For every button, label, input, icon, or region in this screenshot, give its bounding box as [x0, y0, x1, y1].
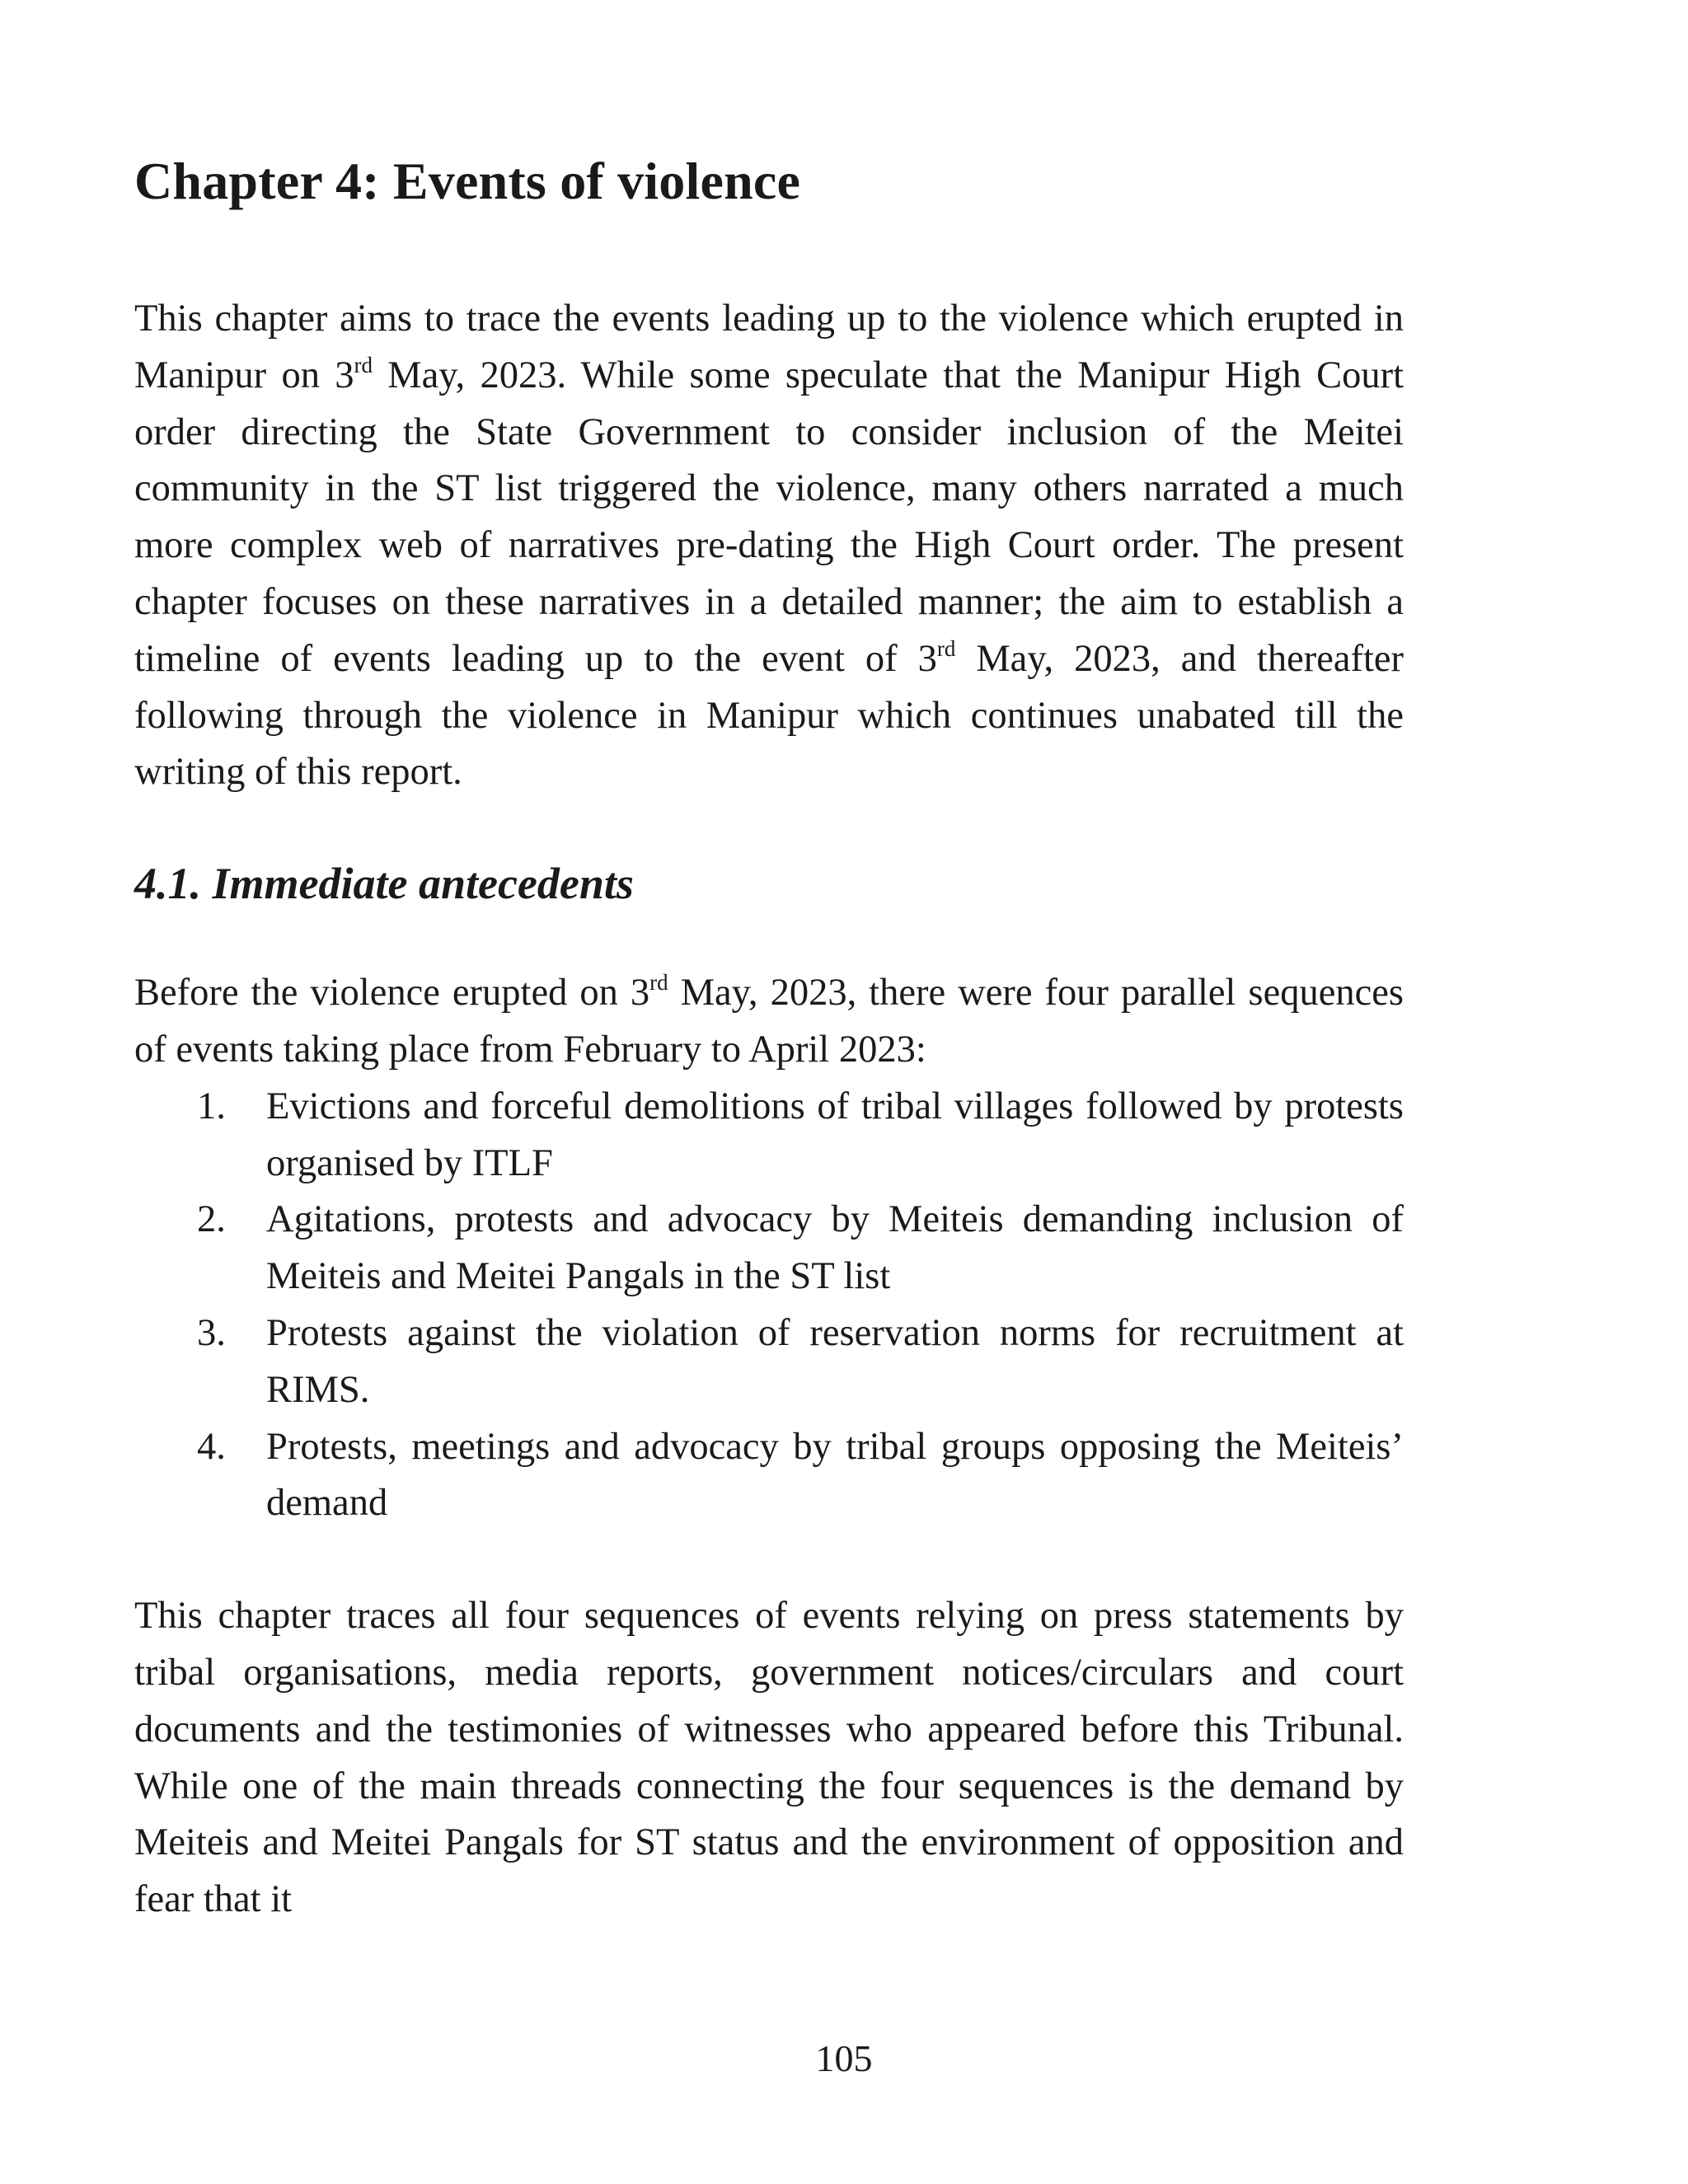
list-item	[134, 1079, 1404, 1193]
list-item	[134, 1419, 1404, 1533]
intro-text-1: This chapter aims to trace the events leading up to the violence which erupted in Manipur on 3	[134, 298, 1404, 396]
list-item-number: 4.	[197, 1425, 226, 1468]
intro-superscript-1: rd	[354, 352, 373, 377]
page-content	[134, 147, 1404, 1929]
page-number: 105	[815, 2037, 873, 2079]
list-item-number: 3.	[197, 1311, 226, 1354]
traces-paragraph: This chapter traces all four sequences of events relying on press statements by tribal organisations, media reports, government notices/circulars and court documents and the testimonies of witnesses who appeared before this Tribunal. While one of the main threads connecting the four sequences is the demand by Meiteis and Meitei Pangals for ST status and the environment of opposition and fear that it	[134, 1595, 1404, 1921]
intro-text-2: May, 2023. While some speculate that the Manipur High Court order directing the State Government to consider inclusion of the Meitei community in the ST list triggered the violence, many others narrated a much more complex web of narratives pre-dating the High Court order. The present chapter focuses on these narratives in a detailed manner; the aim to establish a timeline of events leading up to the event of 3	[134, 354, 1404, 680]
before-paragraph	[134, 965, 1404, 1079]
chapter-title: Chapter 4: Events of violence	[134, 152, 801, 210]
list-item-number: 2.	[197, 1198, 226, 1241]
list-item	[134, 1305, 1404, 1419]
list-item-text: Evictions and forceful demolitions of tribal villages followed by protests organised by ITLF	[266, 1085, 1404, 1184]
intro-paragraph	[134, 291, 1404, 801]
list-item-number: 1.	[197, 1085, 226, 1127]
list-item-text: Agitations, protests and advocacy by Meiteis demanding inclusion of Meiteis and Meitei Pangals in the ST list	[266, 1198, 1404, 1298]
list-item-text: Protests, meetings and advocacy by tribal groups opposing the Meiteis’ demand	[266, 1425, 1404, 1525]
before-text-2: May, 2023, there were four parallel sequences of events taking place from February to April 2023:	[134, 972, 1404, 1071]
before-text-1: Before the violence erupted on 3	[134, 972, 650, 1015]
list-item	[134, 1192, 1404, 1305]
before-superscript: rd	[649, 970, 668, 996]
intro-superscript-2: rd	[936, 635, 956, 661]
sequence-list	[134, 1079, 1404, 1532]
list-item-text: Protests against the violation of reservation norms for recruitment at RIMS.	[266, 1311, 1404, 1411]
intro-text-3: May, 2023, and thereafter following through the violence in Manipur which continues unabated till the writing of this report.	[134, 637, 1404, 794]
section-heading: 4.1. Immediate antecedents	[134, 859, 634, 909]
